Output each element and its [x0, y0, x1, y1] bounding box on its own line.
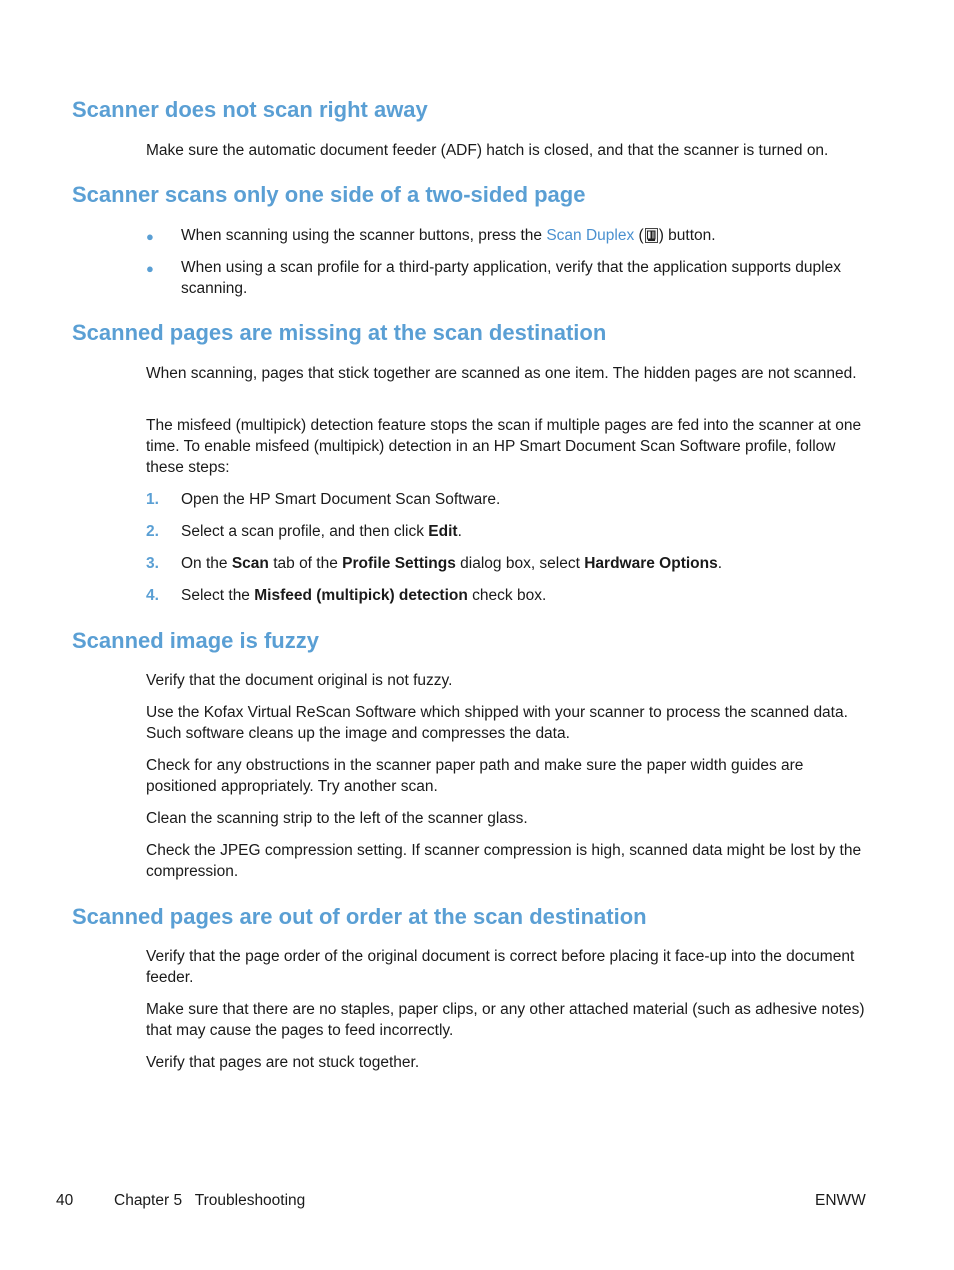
- paragraph: Make sure that there are no staples, paper clips, or any other attached material (such as adhesive notes) that may cause the pages to feed incorrectly.: [146, 1001, 865, 1039]
- step-text: [181, 585, 868, 606]
- text-run: check box.: [467, 587, 547, 604]
- text-run: tab of the: [268, 555, 343, 572]
- step-item: [146, 553, 868, 574]
- heading-image-fuzzy: Scanned image is fuzzy: [72, 628, 319, 653]
- paragraph: Verify that pages are not stuck together.: [146, 1054, 420, 1071]
- paragraph: Check for any obstructions in the scanner paper path and make sure the paper width guides are positioned appropriately. Try another scan.: [146, 757, 804, 795]
- step-text: [181, 553, 868, 574]
- ui-term: Hardware Options: [584, 555, 718, 572]
- bullet-text: When using a scan profile for a third-party application, verify that the application supports duplex scanning.: [181, 259, 841, 297]
- text-run: On the: [181, 555, 232, 572]
- text-run: Select the: [181, 587, 255, 604]
- ui-term: Profile Settings: [342, 555, 456, 572]
- paragraph: Clean the scanning strip to the left of the scanner glass.: [146, 810, 528, 827]
- ui-term: Edit: [428, 523, 458, 540]
- footer-enww: ENWW: [815, 1192, 866, 1209]
- step-item: [146, 585, 868, 606]
- paragraph: Use the Kofax Virtual ReScan Software which shipped with your scanner to process the scanned data. Such software cleans up the image and compresses the data.: [146, 704, 848, 742]
- bullet-item: [146, 257, 868, 299]
- text-run: When scanning using the scanner buttons, press the: [181, 227, 547, 244]
- heading-one-side-only: Scanner scans only one side of a two-sided page: [72, 182, 586, 207]
- paragraph: Verify that the page order of the original document is correct before placing it face-up into the document feeder.: [146, 948, 855, 986]
- step-item: [146, 521, 868, 542]
- page-number: 40: [56, 1192, 74, 1209]
- text-run: .: [457, 523, 462, 540]
- bullet-item: [146, 225, 868, 246]
- ui-term: Scan: [231, 555, 269, 572]
- text-run: .: [717, 555, 723, 572]
- text-run: Select a scan profile, and then click: [181, 523, 429, 540]
- scan-duplex-link[interactable]: Scan Duplex: [546, 227, 635, 244]
- step-number: 4.: [146, 587, 159, 604]
- paragraph: Make sure the automatic document feeder (ADF) hatch is closed, and that the scanner is turned on.: [146, 142, 829, 159]
- step-item: [146, 489, 868, 510]
- text-run: (: [634, 227, 644, 244]
- ui-term: Misfeed (multipick) detection: [254, 587, 468, 604]
- bullet-marker: ●: [146, 261, 154, 276]
- heading-out-of-order: Scanned pages are out of order at the scan destination: [72, 904, 647, 929]
- bullet-marker: ●: [146, 229, 154, 244]
- step-text: Open the HP Smart Document Scan Software.: [181, 491, 501, 508]
- chapter-label: Chapter 5 Troubleshooting: [114, 1192, 306, 1209]
- paragraph: Verify that the document original is not fuzzy.: [146, 672, 453, 689]
- heading-pages-missing: Scanned pages are missing at the scan destination: [72, 320, 607, 345]
- step-number: 2.: [146, 523, 159, 540]
- bullet-text: [181, 225, 868, 246]
- paragraph: When scanning, pages that stick together are scanned as one item. The hidden pages are not scanned.: [146, 365, 857, 382]
- paragraph: Check the JPEG compression setting. If scanner compression is high, scanned data might be lost by the compression.: [146, 842, 862, 880]
- step-text: [181, 521, 868, 542]
- step-number: 1.: [146, 491, 159, 508]
- paragraph: The misfeed (multipick) detection feature stops the scan if multiple pages are fed into the scanner at one time. To enable misfeed (multipick) detection in an HP Smart Document Scan Software profile, follow these steps:: [146, 417, 862, 476]
- scan-duplex-icon: [645, 228, 658, 243]
- heading-scanner-not-scan: Scanner does not scan right away: [72, 97, 428, 122]
- text-run: dialog box, select: [455, 555, 585, 572]
- step-number: 3.: [146, 555, 159, 572]
- text-run: ) button.: [658, 227, 716, 244]
